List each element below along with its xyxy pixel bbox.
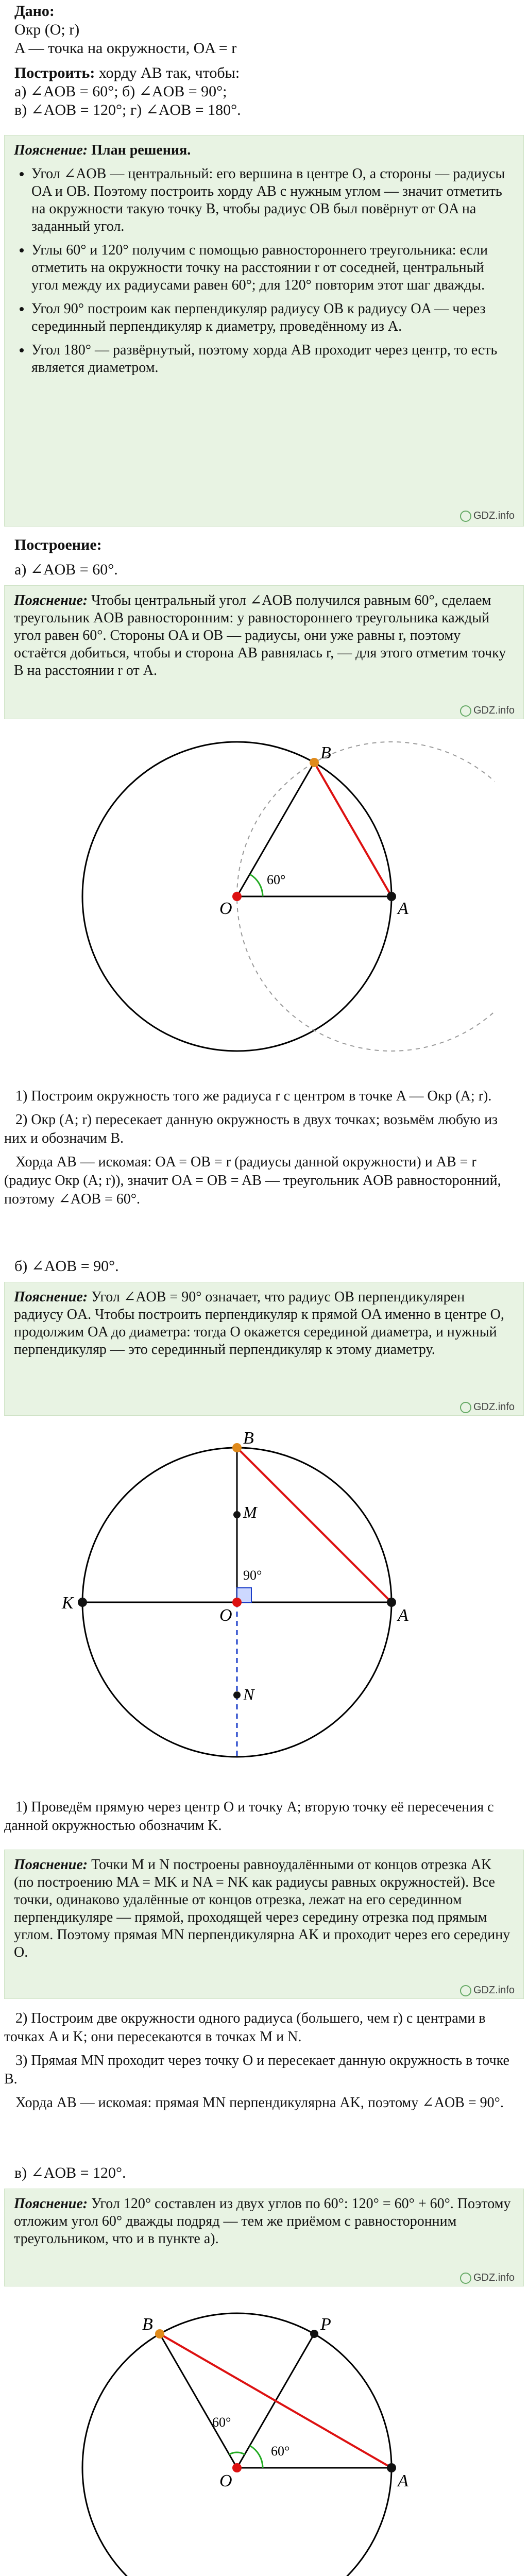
label-angle: 90° [243,1568,262,1583]
source-label: GDZ.info [460,510,515,522]
figure-part-c [21,2298,495,2576]
point-a [387,892,396,901]
task-line: Построить: хорду AB так, чтобы: [14,64,240,81]
label-b: B [243,1429,254,1448]
point-o [232,1598,242,1607]
part-a-steps [4,1087,522,1214]
angle-arc [250,874,263,896]
step: 2) Построим две окружности одного радиуса (большего, чем r) с центрами в точках A и K; они пересекаются в точках M и N. [4,2010,486,2045]
part-a-note: Пояснение: Чтобы центральный угол ∠AOB получился равным 60°, сделаем треугольник AOB равносторонним: у равностороннего треугольника каждый угол равен 60°. Стороны OA и OB — радиусы, они уже равны r, поэтому остаётся добиться, чтобы и сторона AB равнялась r, — для этого отметим точку B на расстоянии r от A. [4,585,524,719]
given-label: Дано: [14,3,55,20]
figure-part-b [21,1427,495,1788]
point-k [78,1598,87,1607]
label-o: O [219,899,232,918]
plan-list [14,165,514,377]
point-m [233,1511,241,1518]
radius-ob [160,2334,237,2468]
label-b: B [142,2315,153,2334]
source-label: GDZ.info [460,1401,515,1413]
label-o: O [219,2471,232,2490]
label-m: M [243,1503,257,1521]
plan-item: • Углы 60° и 120° получим с помощью равностороннего треугольника: если отметить на окружности точку на расстоянии r от соседней, центральный угол между их радиусами равен 60°; для 120° повторим этот шаг дважды. [31,242,514,294]
given-circle: Окр (O; r) [14,21,80,38]
point-a [387,2463,396,2472]
label-b: B [320,743,331,762]
point-o [232,2463,242,2472]
figure-part-a [21,726,495,1077]
main-circle [82,2313,391,2576]
gdz-logo-icon [460,705,471,717]
label-angle-1: 60° [212,2415,231,2430]
gdz-logo-icon [460,511,471,522]
label-a: A [398,899,408,918]
label-a: A [398,1606,408,1625]
point-b [155,2329,164,2338]
task-ab: а) ∠AOB = 60°; б) ∠AOB = 90°; [14,83,227,100]
part-b-note: Пояснение: Угол ∠AOB = 90° означает, что радиус OB перпендикулярен радиусу OA. Чтобы построить перпендикуляр к прямой OA именно в центре O, продолжим OA до диаметра: тогда O окажется серединой диаметра, и нужный перпендикуляр — это серединный перпендикуляр к этому диаметру. [4,1282,524,1416]
part-b-steps-2 [4,2009,522,2117]
point-a [387,1598,396,1607]
step: Хорда AB — искомая: OA = OB = r (радиусы данной окружности) и AB = r (радиус Окр (A; r)), значит OA = OB = AB — треугольник AOB равносторонний, поэтому ∠AOB = 60°. [4,1154,501,1207]
label-a: A [398,2471,408,2490]
part-b-steps [4,1798,522,1840]
part-b-title: б) ∠AOB = 90°. [14,1258,119,1275]
step: 1) Построим окружность того же радиуса r с центром в точке A — Окр (A; r). [15,1088,492,1104]
part-a-title: а) ∠AOB = 60°. [14,561,118,578]
point-n [233,1691,241,1699]
plan-item: • Угол 180° — развёрнутый, поэтому хорда AB проходит через центр, то есть является диаметром. [31,342,514,377]
label-o: O [219,1606,232,1625]
step: Хорда AB — искомая: прямая MN перпендикулярна AK, поэтому ∠AOB = 90°. [15,2095,504,2111]
label-angle: 60° [267,872,286,887]
gdz-logo-icon [460,1985,471,1996]
gdz-logo-icon [460,1402,471,1413]
plan-item: • Угол ∠AOB — центральный: его вершина в центре O, а стороны — радиусы OA и OB. Поэтому построить хорду AB с нужным углом — значит отметить на окружности такую точку B, чтобы радиус OB был повёрнут от OA на заданный угол. [31,165,514,235]
point-o [232,892,242,901]
label-angle-2: 60° [271,2444,290,2459]
source-label: GDZ.info [460,2272,515,2284]
step: 2) Окр (A; r) пересекает данную окружность в двух точках; возьмём любую из них и обозначим B. [4,1112,498,1146]
angle-arc-2 [229,2452,245,2454]
task-cd: в) ∠AOB = 120°; г) ∠AOB = 180°. [14,101,241,118]
gdz-logo-icon [460,2273,471,2284]
source-label: GDZ.info [460,705,515,717]
angle-arc-1 [250,2446,263,2468]
plan-item: • Угол 90° построим как перпендикуляр радиусу OB к радиусу OA — через серединный перпендикуляр к диаметру, проведённому из A. [31,300,514,335]
step: 1) Проведём прямую через центр O и точку A; вторую точку её пересечения с данной окружностью обозначим K. [4,1799,494,1834]
part-c-note: Пояснение: Угол 120° составлен из двух углов по 60°: 120° = 60° + 60°. Поэтому отложим угол 60° дважды подряд — тем же приёмом с равносторонним треугольником, что и в пункте а). [4,2189,524,2286]
part-b-note-2: Пояснение: Точки M и N построены равноудалёнными от концов отрезка AK (по построению MA = MK и NA = NK как радиусы равных окружностей). Все точки, одинаково удалённые от концов отрезка, лежат на его серединном перпендикуляре — прямой, проходящей через середину отрезка под прямым углом. Поэтому прямая MN перпендикулярна AK и проходит через его середину O. [4,1850,524,1999]
construction-label: Построение: [14,536,102,553]
point-b [232,1443,242,1452]
step: 3) Прямая MN проходит через точку O и пересекает данную окружность в точке B. [4,2053,509,2087]
source-label: GDZ.info [460,1985,515,1996]
plan-note: Пояснение: План решения. • Угол ∠AOB — центральный: его вершина в центре O, а стороны — радиусы OA и OB. Поэтому построить хорду AB с нужным углом — значит отметить на окружности такую точку B, чтобы радиус OB был повёрнут от OA на заданный угол. • Углы 60° и 120° получим с помощью равностороннего треугольника: если отметить на окружности точку на расстоянии r от соседней, центральный угол между их радиусами равен 60°; для 120° повторим этот шаг дважды. • Угол 90° построим как перпендикуляр радиусу OB к радиусу OA — через серединный перпендикуляр к диаметру, проведённому из A. • Угол 180° — развёрнутый, поэтому хорда AB проходит через центр, то есть является диаметром. [4,135,524,527]
part-c-title: в) ∠AOB = 120°. [14,2164,126,2181]
label-n: N [243,1685,254,1704]
point-b [310,758,319,767]
given-point: A — точка на окружности, OA = r [14,40,237,57]
label-p: P [320,2315,331,2334]
point-p [310,2330,318,2338]
chord-ab [314,762,391,896]
label-k: K [62,1594,74,1613]
